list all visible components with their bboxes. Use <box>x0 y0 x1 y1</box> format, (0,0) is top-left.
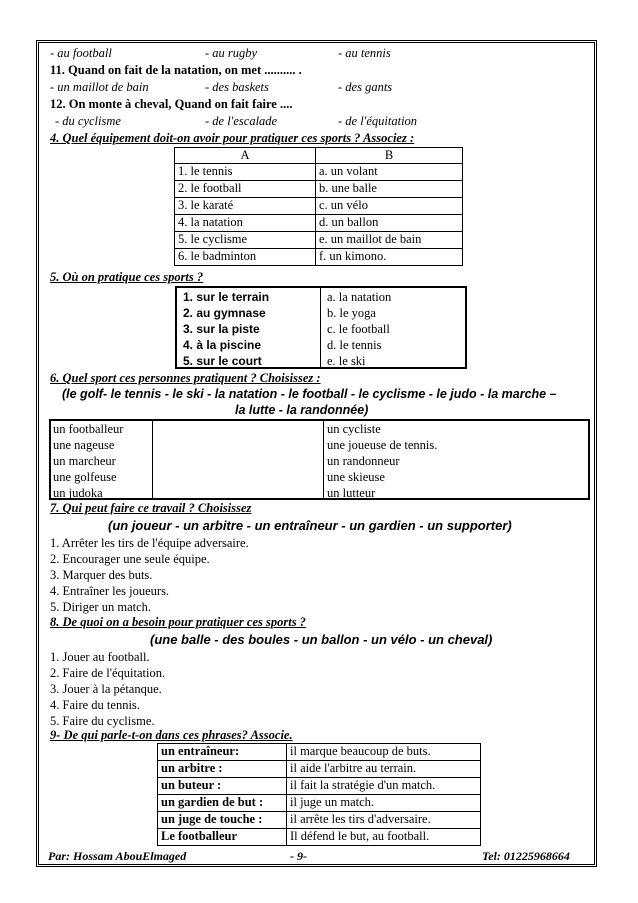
activity-item: 2. Faire de l'équitation. <box>50 666 166 680</box>
option-tennis: - au tennis <box>338 46 391 60</box>
sport-item: c. le football <box>327 322 390 336</box>
question-11: 11. Quand on fait de la natation, on met .......... . <box>50 63 302 77</box>
footer-page-number: - 9- <box>290 849 307 863</box>
sport-item: d. le tennis <box>327 338 382 352</box>
exercise-9-title: 9- De qui parle-t-on dans ces phrases? Associe. <box>50 728 293 742</box>
person-item: une nageuse <box>53 438 115 452</box>
role-cell: un gardien de but : <box>158 795 287 812</box>
activity-item: 5. Faire du cyclisme. <box>50 714 155 728</box>
place-item: 4. à la piscine <box>183 338 262 352</box>
task-item: 1. Arrêter les tirs de l'équipe adversaire. <box>50 536 249 550</box>
sport-item: e. le ski <box>327 354 366 368</box>
task-item: 2. Encourager une seule équipe. <box>50 552 210 566</box>
exercise-4-title: 4. Quel équipement doit-on avoir pour pratiquer ces sports ? Associez : <box>50 131 415 145</box>
person-item: un cycliste <box>327 422 381 436</box>
person-item: un judoka <box>53 486 103 500</box>
equipment-cell: c. un vélo <box>316 198 463 215</box>
description-cell: il juge un match. <box>287 795 481 812</box>
exercise-6-box <box>49 419 590 500</box>
description-cell: il fait la stratégie d'un match. <box>287 778 481 795</box>
equipment-cell: b. une balle <box>316 181 463 198</box>
activity-item: 1. Jouer au football. <box>50 650 150 664</box>
exercise-4-table <box>174 147 463 266</box>
option-baskets: - des baskets <box>205 80 269 94</box>
sport-cell: 5. le cyclisme <box>175 232 316 249</box>
sport-cell: 6. le badminton <box>175 249 316 266</box>
exercise-8-title: 8. De quoi on a besoin pour pratiquer ces sports ? <box>50 615 306 629</box>
task-item: 5. Diriger un match. <box>50 600 152 614</box>
sport-item: b. le yoga <box>327 306 376 320</box>
description-cell: il arrête les tirs d'adversaire. <box>287 812 481 829</box>
person-item: une skieuse <box>327 470 385 484</box>
exercise-6-choices-line2: la lutte - la randonnée) <box>235 403 369 417</box>
sports-list <box>327 289 391 369</box>
task-item: 3. Marquer des buts. <box>50 568 153 582</box>
exercise-7-list <box>50 535 249 615</box>
option-rugby: - au rugby <box>205 46 258 60</box>
place-item: 2. au gymnase <box>183 306 266 320</box>
role-cell: un buteur : <box>158 778 287 795</box>
exercise-9-table <box>157 743 481 846</box>
task-item: 4. Entraîner les joueurs. <box>50 584 170 598</box>
role-cell: un arbitre : <box>158 761 287 778</box>
place-item: 3. sur la piste <box>183 322 260 336</box>
sport-cell: 4. la natation <box>175 215 316 232</box>
description-cell: il aide l'arbitre au terrain. <box>287 761 481 778</box>
exercise-6-title: 6. Quel sport ces personnes pratiquent ? Choisissez : <box>50 371 321 385</box>
person-item: un footballeur <box>53 422 124 436</box>
option-football: - au football <box>50 46 112 60</box>
equipment-cell: d. un ballon <box>316 215 463 232</box>
exercise-7-choices: (un joueur - un arbitre - un entraîneur - un gardien - un supporter) <box>108 518 512 533</box>
person-item: un randonneur <box>327 454 400 468</box>
option-escalade: - de l'escalade <box>205 114 278 128</box>
person-item: un lutteur <box>327 486 376 500</box>
column-b-header: B <box>316 148 463 164</box>
person-item: une joueuse de tennis. <box>327 438 438 452</box>
exercise-8-choices: (une balle - des boules - un ballon - un vélo - un cheval) <box>150 632 493 647</box>
exercise-5-box <box>175 286 467 369</box>
description-cell: il marque beaucoup de buts. <box>287 744 481 761</box>
place-item: 1. sur le terrain <box>183 290 270 304</box>
person-item: un marcheur <box>53 454 116 468</box>
divider <box>152 421 153 498</box>
place-item: 5. sur le court <box>183 354 262 368</box>
role-cell: Le footballeur <box>158 829 287 846</box>
exercise-6-choices-line1: (le golf- le tennis - le ski - la natation - le football - le cyclisme - le judo - la marche – <box>62 387 557 401</box>
people-list-left <box>53 421 123 501</box>
option-maillot: - un maillot de bain <box>50 80 149 94</box>
places-list <box>183 289 269 369</box>
sport-cell: 1. le tennis <box>175 164 316 181</box>
option-equitation: - de l'équitation <box>338 114 418 128</box>
activity-item: 3. Jouer à la pétanque. <box>50 682 162 696</box>
activity-item: 4. Faire du tennis. <box>50 698 140 712</box>
footer-author: Par: Hossam AbouElmaged <box>48 849 187 863</box>
option-cyclisme: - du cyclisme <box>55 114 121 128</box>
sport-cell: 3. le karaté <box>175 198 316 215</box>
equipment-cell: a. un volant <box>316 164 463 181</box>
description-cell: Il défend le but, au football. <box>287 829 481 846</box>
exercise-7-title: 7. Qui peut faire ce travail ? Choisissez <box>50 501 252 515</box>
equipment-cell: e. un maillot de bain <box>316 232 463 249</box>
column-a-header: A <box>175 148 316 164</box>
person-item: une golfeuse <box>53 470 117 484</box>
question-12: 12. On monte à cheval, Quand on fait faire .... <box>50 97 293 111</box>
exercise-5-title: 5. Où on pratique ces sports ? <box>50 270 204 284</box>
role-cell: un entraîneur: <box>158 744 287 761</box>
role-cell: un juge de touche : <box>158 812 287 829</box>
exercise-8-list <box>50 649 165 729</box>
divider <box>320 288 321 367</box>
sport-item: a. la natation <box>327 290 392 304</box>
divider <box>323 421 324 498</box>
footer-phone: Tel: 01225968664 <box>482 849 570 863</box>
people-list-right <box>327 421 437 501</box>
equipment-cell: f. un kimono. <box>316 249 463 266</box>
sport-cell: 2. le football <box>175 181 316 198</box>
option-gants: - des gants <box>338 80 393 94</box>
